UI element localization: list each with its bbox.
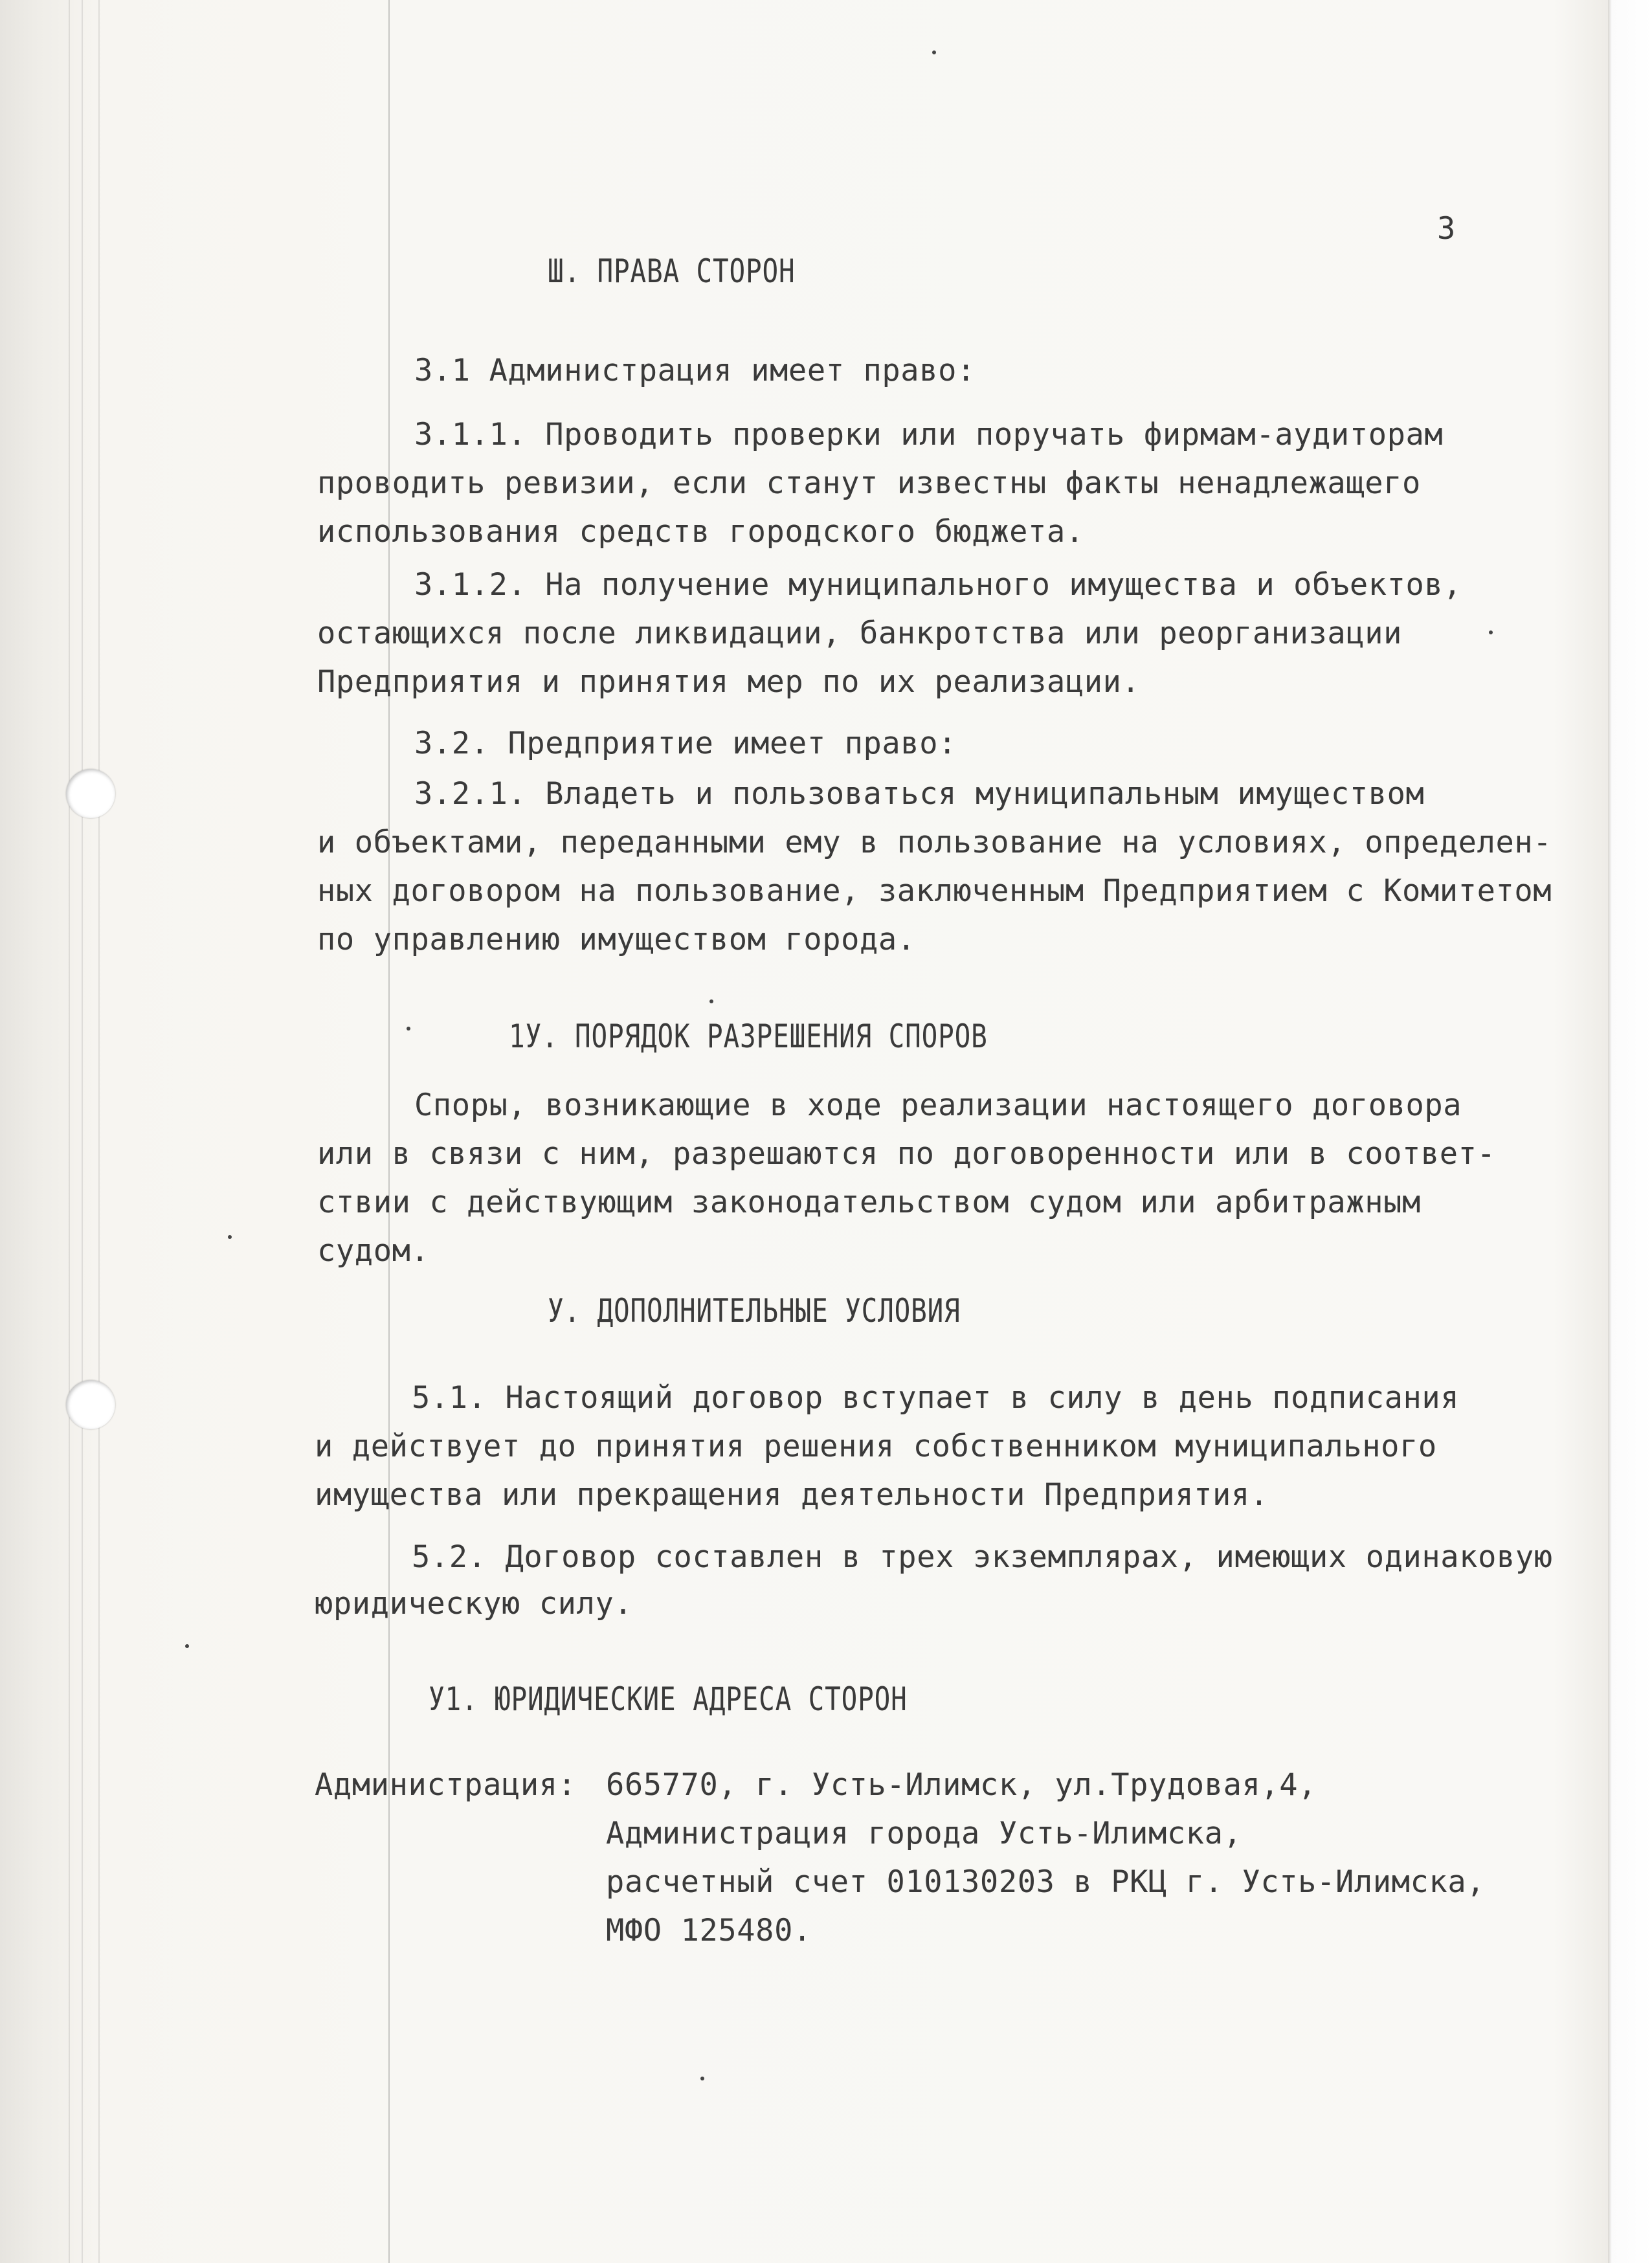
text-line: имущества или прекращения деятельности Предприятия. xyxy=(315,1477,1269,1513)
text-line: 3.1.1. Проводить проверки или поручать фирмам-аудиторам xyxy=(414,417,1444,452)
speck xyxy=(709,999,713,1003)
speck xyxy=(407,1027,410,1031)
address-label: Администрация: xyxy=(315,1767,577,1803)
punch-hole xyxy=(66,1380,115,1429)
speck xyxy=(185,1644,189,1648)
text-line: 3.1.2. На получение муниципального имущества и объектов, xyxy=(414,567,1462,603)
section-heading: У1. ЮРИДИЧЕСКИЕ АДРЕСА СТОРОН xyxy=(429,1680,908,1718)
text-line: 5.2. Договор составлен в трех экземплярах, имеющих одинаковую xyxy=(412,1539,1553,1575)
text-line: судом. xyxy=(317,1233,430,1269)
text-line: и действует до принятия решения собственником муниципального xyxy=(315,1429,1437,1464)
paragraph-title: 3.2. Предприятие имеет право: xyxy=(414,726,957,761)
section-heading: 1У. ПОРЯДОК РАЗРЕШЕНИЯ СПОРОВ xyxy=(509,1018,988,1055)
section-heading: Ш. ПРАВА СТОРОН xyxy=(548,252,796,290)
address-line: МФО 125480. xyxy=(606,1913,812,1948)
text-line: использования средств городского бюджета. xyxy=(317,514,1084,550)
text-line: остающихся после ликвидации, банкротства или реорганизации xyxy=(317,616,1402,651)
margin-guide-line xyxy=(98,0,100,2263)
text-line: и объектами, переданными ему в пользование на условиях, определен- xyxy=(317,825,1552,860)
text-line: 5.1. Настоящий договор вступает в силу в день подписания xyxy=(412,1380,1460,1416)
text-line: Споры, возникающие в ходе реализации настоящего договора xyxy=(414,1087,1462,1123)
address-line: 665770, г. Усть-Илимск, ул.Трудовая,4, xyxy=(606,1767,1317,1803)
text-line: 3.2.1. Владеть и пользоваться муниципальным имуществом xyxy=(414,776,1425,812)
address-line: расчетный счет 010130203 в РКЦ г. Усть-Илимска, xyxy=(606,1864,1486,1900)
margin-guide-line xyxy=(388,0,390,2263)
speck xyxy=(932,50,936,54)
paragraph-title: 3.1 Администрация имеет право: xyxy=(414,353,976,388)
text-line: юридическую силу. xyxy=(315,1586,633,1622)
speck xyxy=(228,1235,232,1239)
text-line: Предприятия и принятия мер по их реализации. xyxy=(317,664,1141,700)
section-heading: У. ДОПОЛНИТЕЛЬНЫЕ УСЛОВИЯ xyxy=(548,1292,961,1330)
address-line: Администрация города Усть-Илимска, xyxy=(606,1816,1242,1851)
speck xyxy=(700,2077,704,2080)
punch-hole xyxy=(66,769,115,818)
text-line: ствии с действующим законодательством судом или арбитражным xyxy=(317,1185,1421,1220)
text-line: или в связи с ним, разрешаются по договоренности или в соответ- xyxy=(317,1136,1496,1172)
page-number: 3 xyxy=(1437,211,1456,247)
paper-edge xyxy=(1608,0,1652,2263)
text-line: проводить ревизии, если станут известны факты ненадлежащего xyxy=(317,465,1421,501)
margin-guide-line xyxy=(69,0,70,2263)
text-line: ных договором на пользование, заключенным Предприятием с Комитетом xyxy=(317,873,1552,909)
margin-guide-line xyxy=(82,0,83,2263)
text-line: по управлению имуществом города. xyxy=(317,922,916,957)
speck xyxy=(1489,630,1493,634)
